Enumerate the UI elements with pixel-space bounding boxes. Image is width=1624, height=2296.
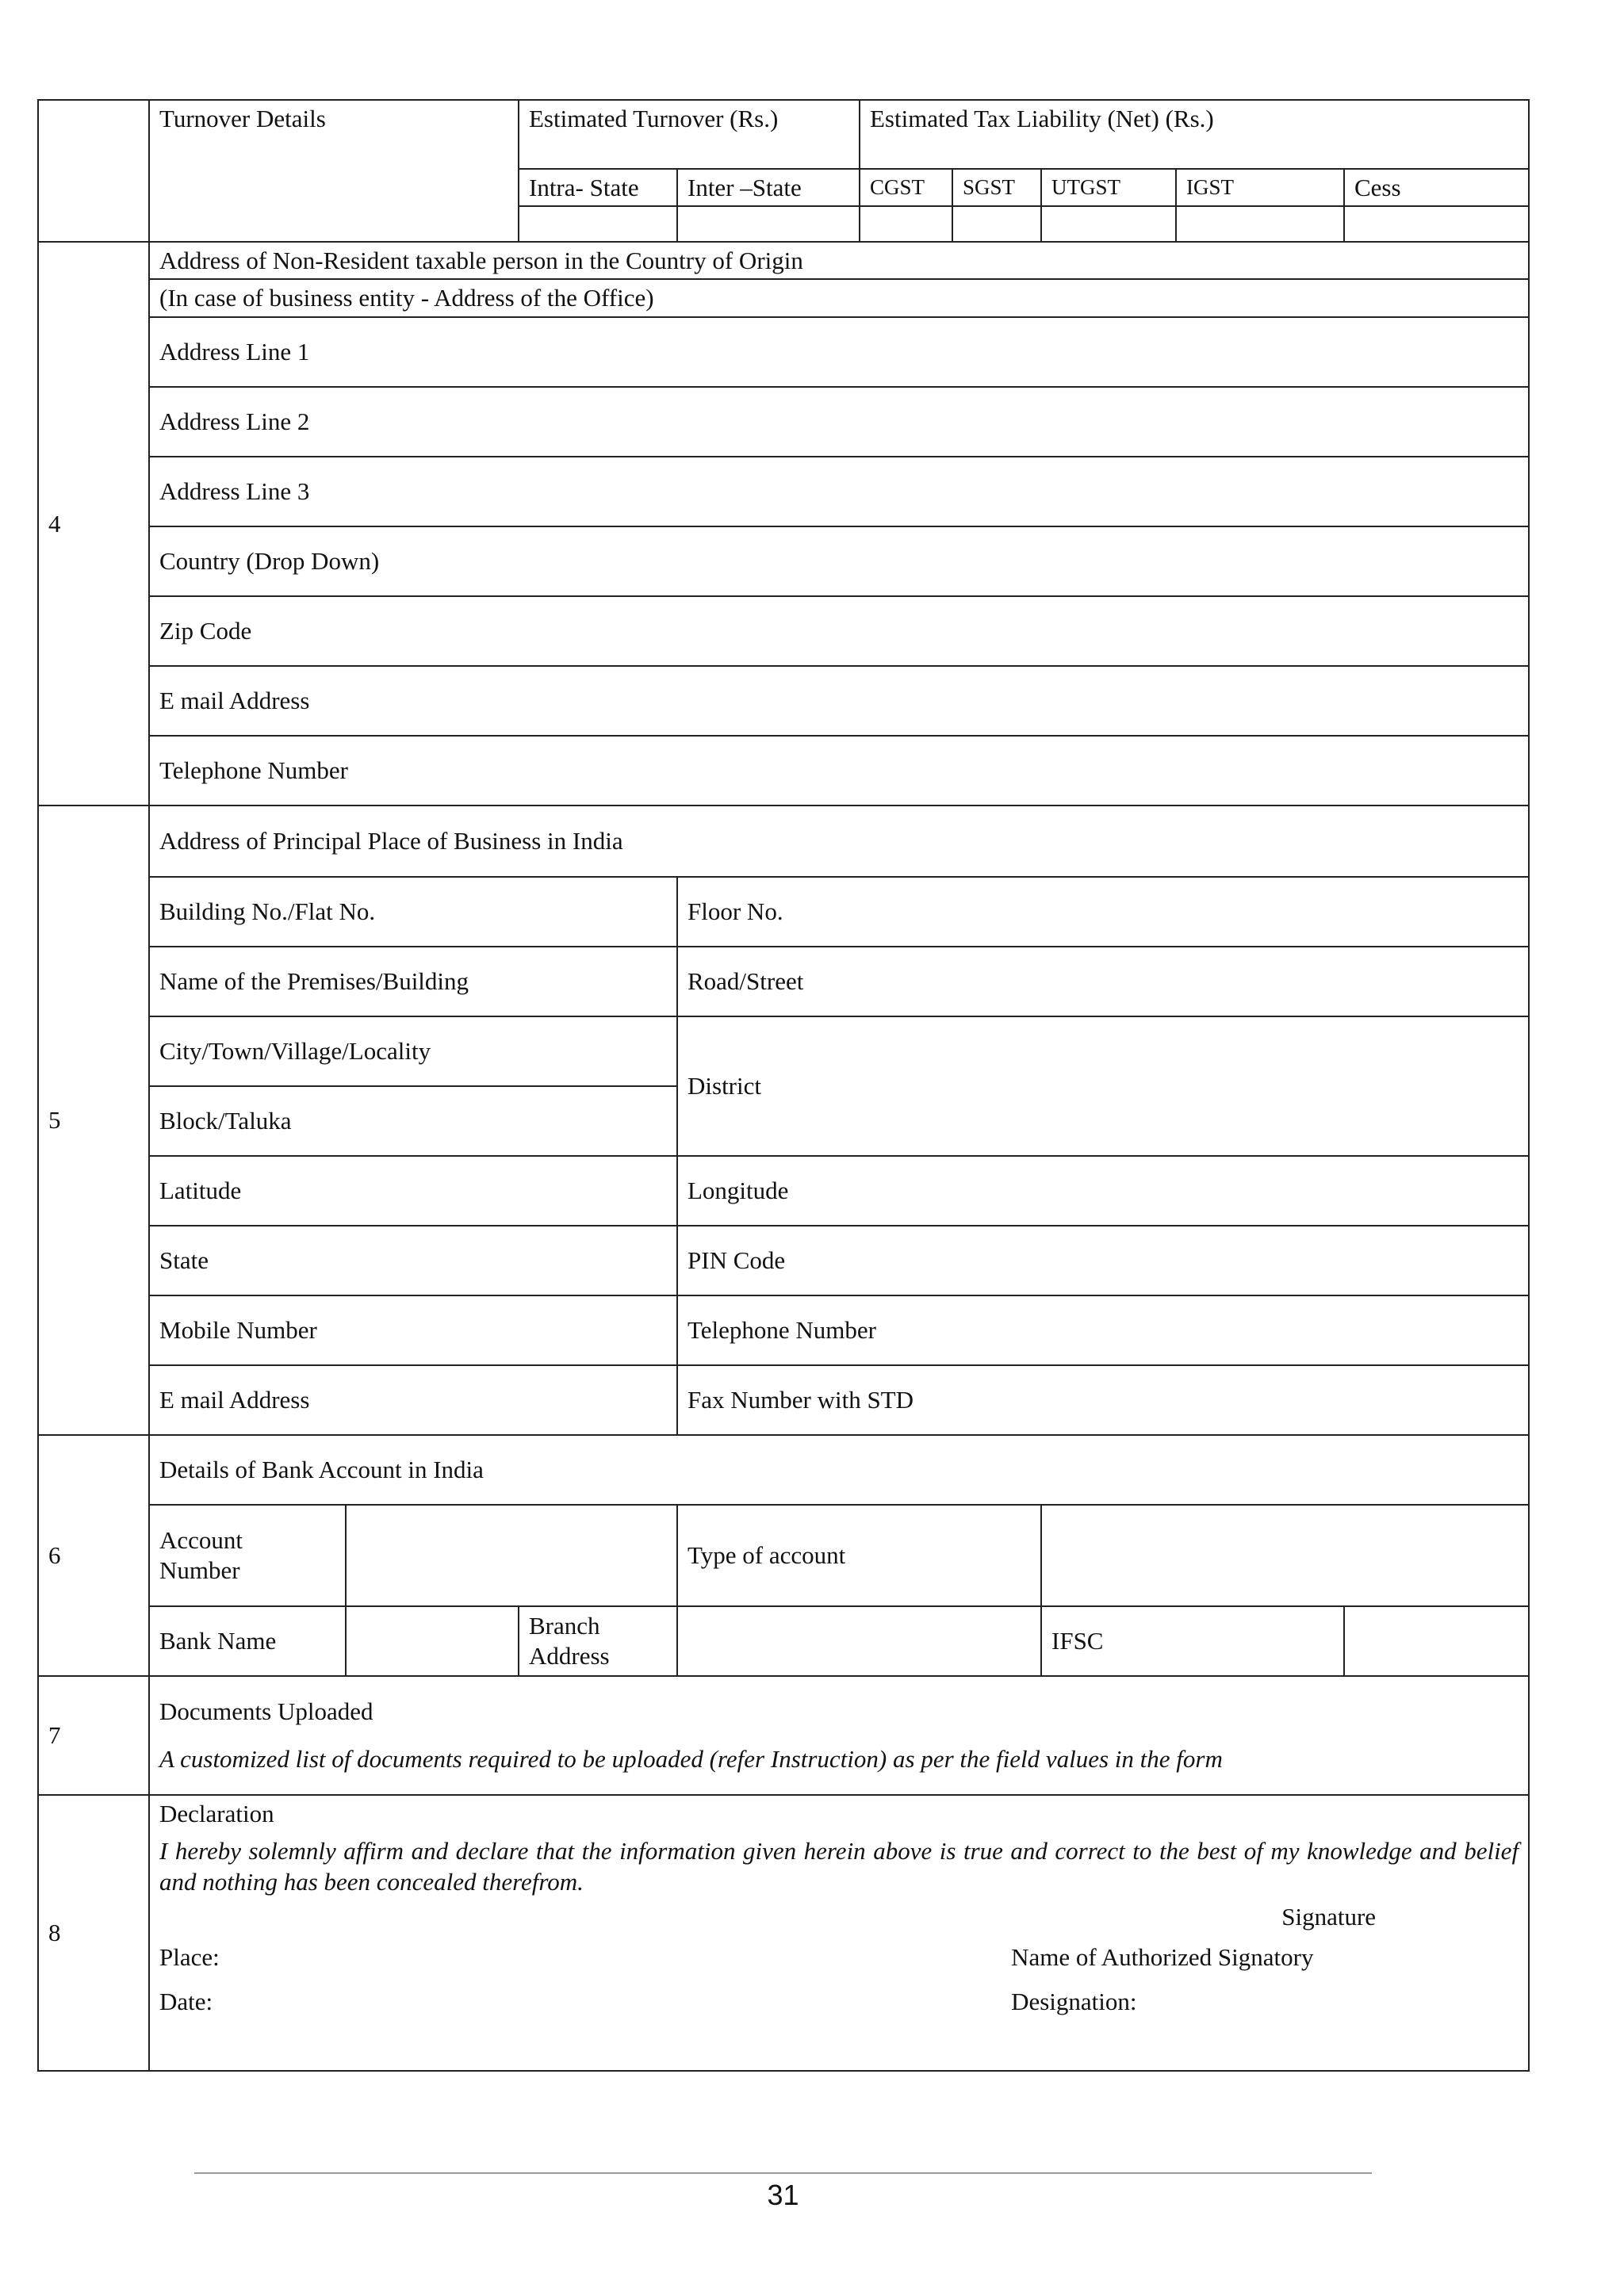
account-number-input[interactable] — [346, 1505, 677, 1606]
fax-number-field[interactable]: Fax Number with STD — [677, 1365, 1529, 1435]
country-dropdown-field[interactable]: Country (Drop Down) — [149, 526, 1529, 596]
mobile-number-field[interactable]: Mobile Number — [149, 1295, 677, 1365]
inter-state-header: Inter –State — [677, 169, 860, 206]
section-5-number: 5 — [38, 806, 149, 1435]
section-4-number: 4 — [38, 242, 149, 805]
cess-value[interactable] — [1344, 206, 1529, 242]
origin-telephone-field[interactable]: Telephone Number — [149, 736, 1529, 806]
section-5-title: Address of Principal Place of Business in India — [149, 806, 1529, 877]
intra-state-header: Intra- State — [519, 169, 677, 206]
igst-header: IGST — [1176, 169, 1344, 206]
turnover-details-label: Turnover Details — [149, 100, 519, 242]
designation-label: Designation: — [1011, 1987, 1137, 2015]
branch-address-input[interactable] — [677, 1606, 1041, 1676]
utgst-header: UTGST — [1041, 169, 1176, 206]
bank-name-input[interactable] — [346, 1606, 519, 1676]
inter-state-value[interactable] — [677, 206, 860, 242]
section-6-title: Details of Bank Account in India — [149, 1435, 1529, 1505]
igst-value[interactable] — [1176, 206, 1344, 242]
sgst-value[interactable] — [952, 206, 1041, 242]
road-street-field[interactable]: Road/Street — [677, 947, 1529, 1016]
signature-label: Signature — [1281, 1903, 1377, 1931]
cess-header: Cess — [1344, 169, 1529, 206]
utgst-value[interactable] — [1041, 206, 1176, 242]
account-label-line-1: Account — [159, 1526, 243, 1555]
address-line-2-field[interactable]: Address Line 2 — [149, 387, 1529, 457]
declaration-text: I hereby solemnly affirm and declare that the information given herein above is true and correct to the best of my knowledge and belief and nothing has been concealed therefrom. — [159, 1836, 1519, 1896]
building-no-field[interactable]: Building No./Flat No. — [149, 877, 677, 947]
estimated-tax-header: Estimated Tax Liability (Net) (Rs.) — [860, 100, 1529, 169]
block-taluka-field[interactable]: Block/Taluka — [149, 1086, 677, 1156]
branch-address-label: Branch Address — [519, 1606, 677, 1676]
sgst-header: SGST — [952, 169, 1041, 206]
turnover-number-cell — [38, 100, 149, 242]
ifsc-label: IFSC — [1041, 1606, 1344, 1676]
section-8-number: 8 — [38, 1795, 149, 2071]
email-address-field[interactable]: E mail Address — [149, 1365, 677, 1435]
ifsc-input[interactable] — [1344, 1606, 1529, 1676]
district-field[interactable]: District — [677, 1016, 1529, 1156]
intra-state-value[interactable] — [519, 206, 677, 242]
page-number: 31 — [767, 2179, 799, 2211]
authorized-signatory-label: Name of Authorized Signatory — [1011, 1943, 1314, 1972]
longitude-field[interactable]: Longitude — [677, 1156, 1529, 1226]
declaration-title: Declaration — [159, 1799, 274, 1827]
telephone-number-field[interactable]: Telephone Number — [677, 1295, 1529, 1365]
cgst-header: CGST — [860, 169, 952, 206]
origin-email-field[interactable]: E mail Address — [149, 666, 1529, 736]
date-label: Date: — [159, 1987, 213, 2015]
address-line-3-field[interactable]: Address Line 3 — [149, 457, 1529, 526]
pin-code-field[interactable]: PIN Code — [677, 1226, 1529, 1295]
state-field[interactable]: State — [149, 1226, 677, 1295]
documents-uploaded-title: Documents Uploaded — [159, 1697, 373, 1726]
documents-uploaded-note: A customized list of documents required to be uploaded (refer Instruction) as per the field values in the form — [159, 1744, 1223, 1773]
footer-divider — [194, 2172, 1372, 2174]
estimated-turnover-header: Estimated Turnover (Rs.) — [519, 100, 860, 169]
cgst-value[interactable] — [860, 206, 952, 242]
section-4-title: Address of Non-Resident taxable person in the Country of Origin — [149, 242, 1529, 279]
floor-no-field[interactable]: Floor No. — [677, 877, 1529, 947]
latitude-field[interactable]: Latitude — [149, 1156, 677, 1226]
section-4-subtitle: (In case of business entity - Address of the Office) — [149, 279, 1529, 316]
place-label: Place: — [159, 1943, 220, 1972]
declaration-cell — [149, 1795, 1529, 2071]
address-line-1-field[interactable]: Address Line 1 — [149, 317, 1529, 387]
account-number-label — [149, 1505, 346, 1606]
documents-uploaded-cell — [149, 1676, 1529, 1795]
account-label-line-2: Number — [159, 1556, 240, 1584]
account-type-label: Type of account — [677, 1505, 1041, 1606]
registration-form-table — [37, 99, 1530, 2072]
account-type-input[interactable] — [1041, 1505, 1529, 1606]
bank-name-label: Bank Name — [149, 1606, 346, 1676]
section-6-number: 6 — [38, 1435, 149, 1676]
zip-code-field[interactable]: Zip Code — [149, 596, 1529, 666]
premises-name-field[interactable]: Name of the Premises/Building — [149, 947, 677, 1016]
section-7-number: 7 — [38, 1676, 149, 1795]
city-locality-field[interactable]: City/Town/Village/Locality — [149, 1016, 677, 1086]
